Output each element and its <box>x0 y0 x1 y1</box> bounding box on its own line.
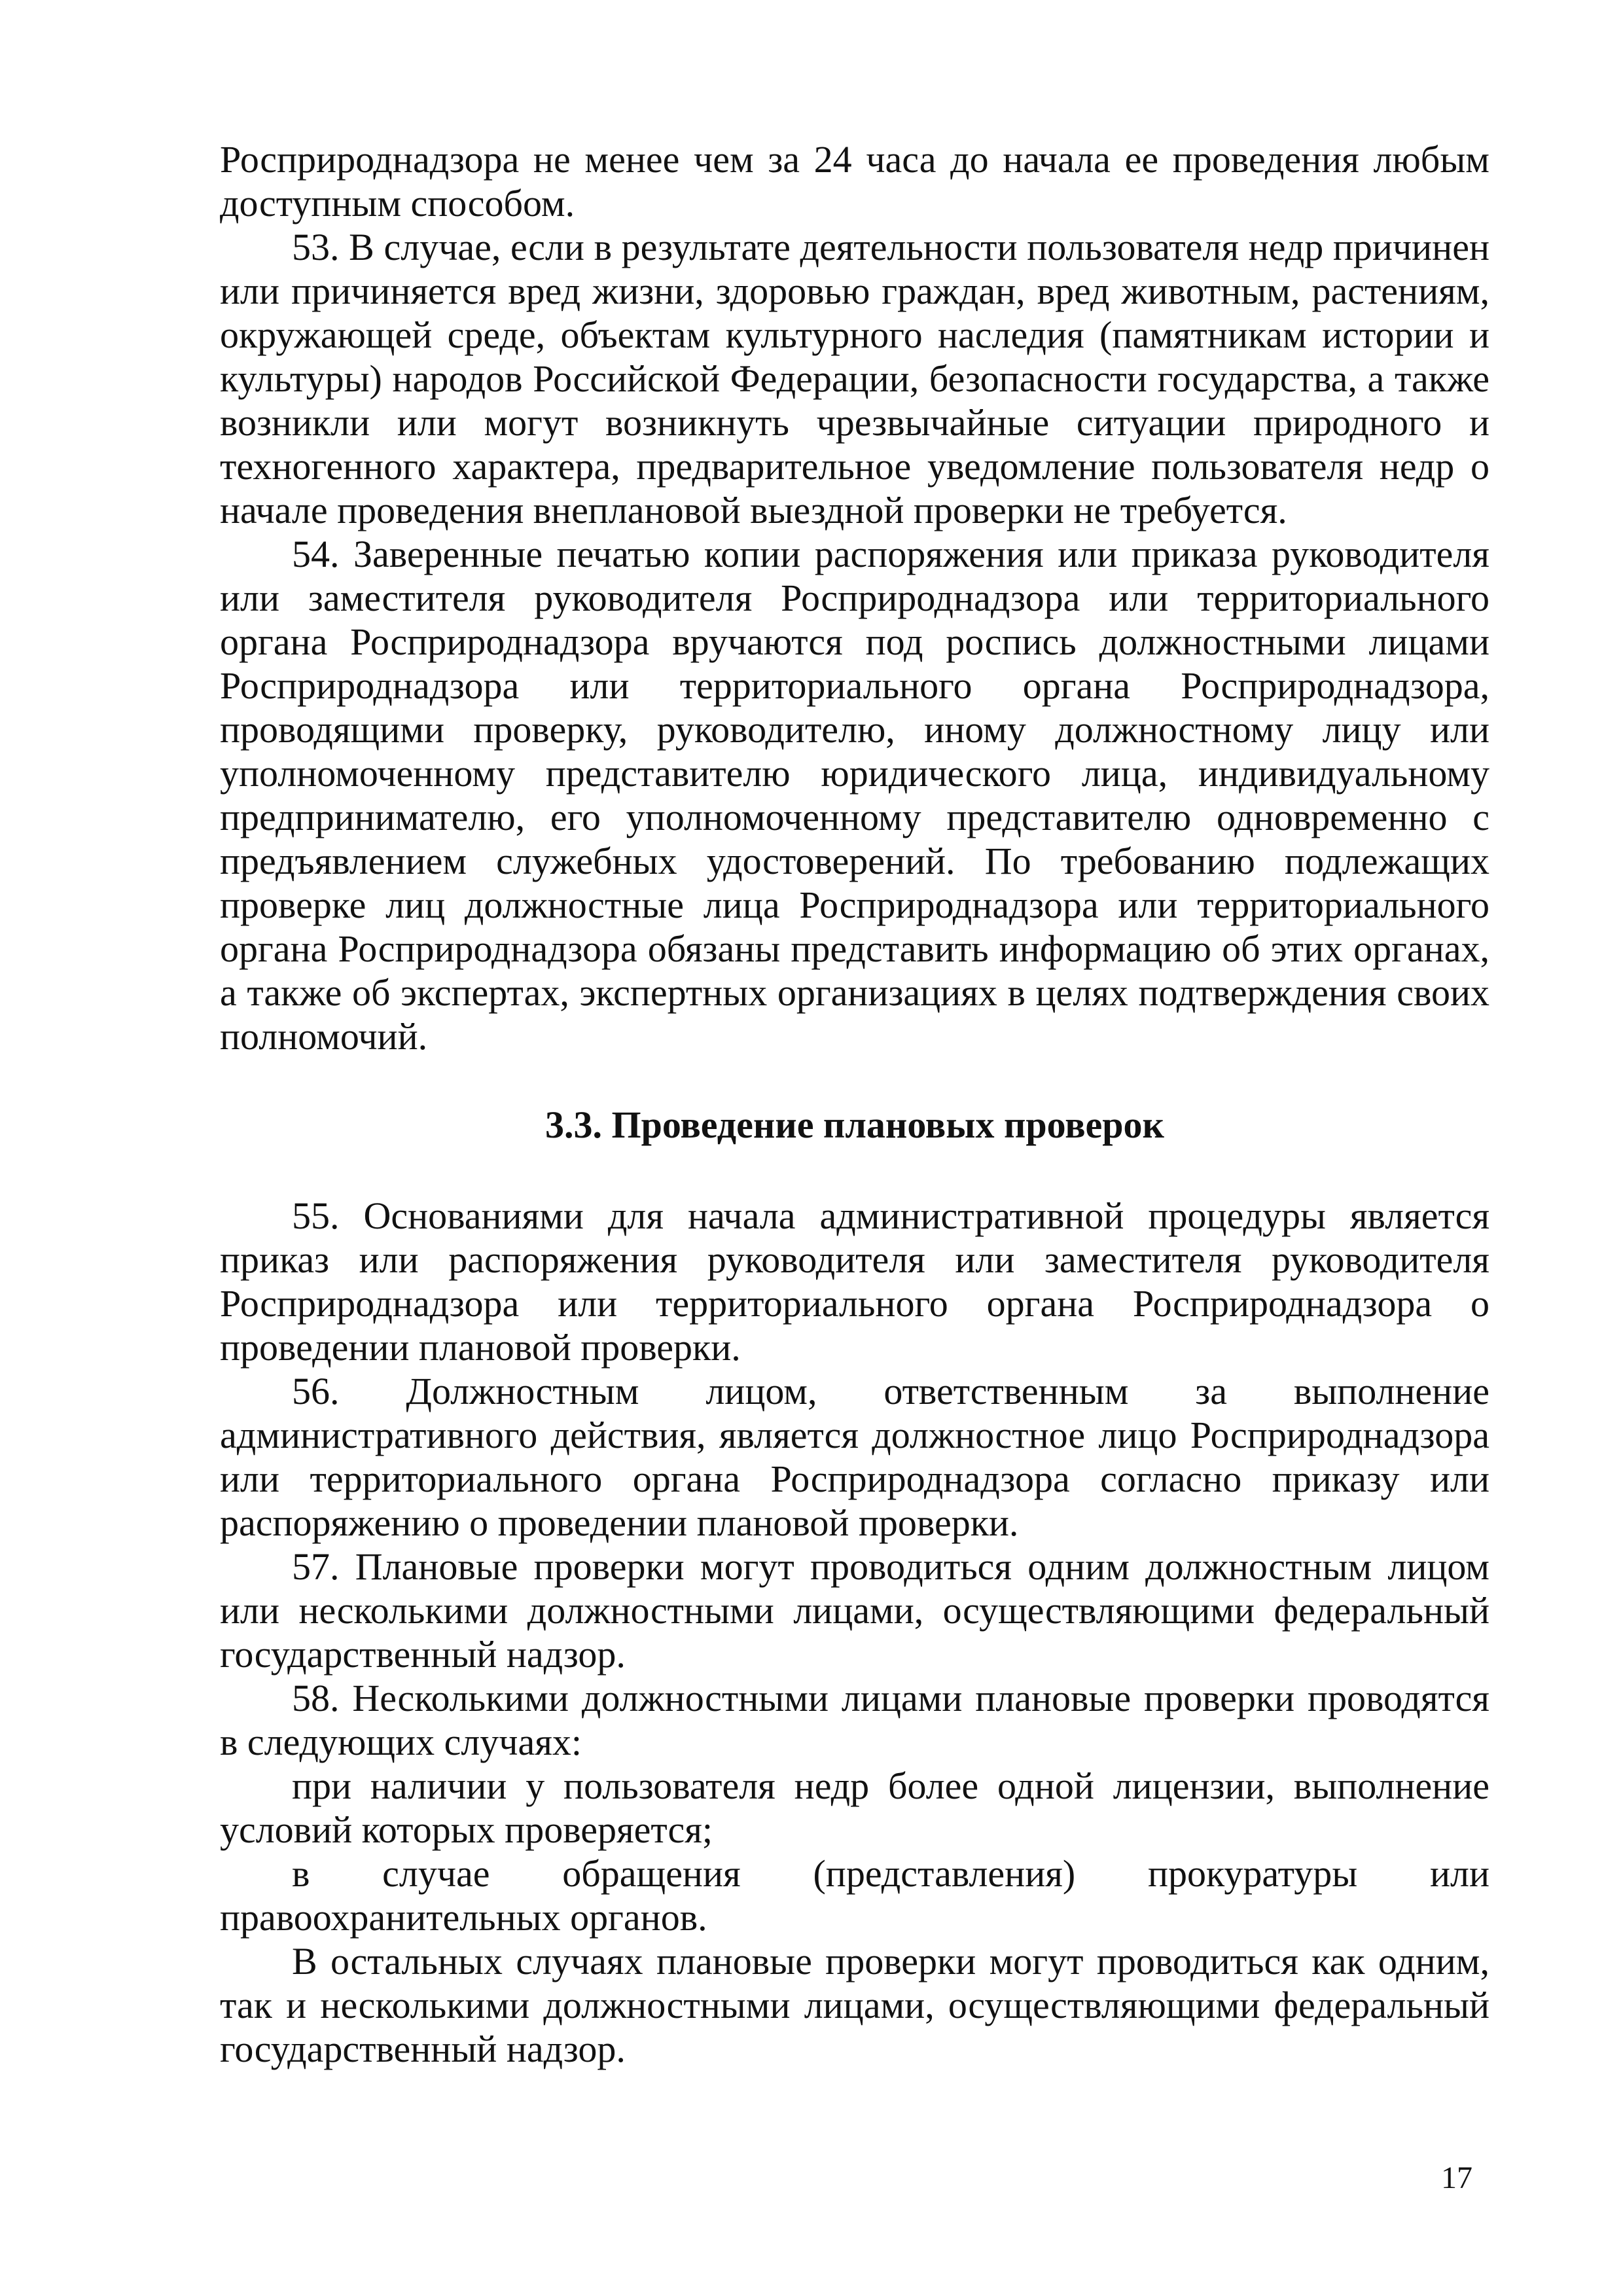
document-page <box>220 137 1489 2071</box>
paragraphs-after-heading <box>220 1194 1489 2071</box>
paragraph-58-case-prosecution: в случае обращения (представления) прокуратуры или правоохранительных органов. <box>220 1852 1489 1939</box>
paragraphs-before-heading <box>220 137 1489 1058</box>
paragraph-continuation: Росприроднадзора не менее чем за 24 часа до начала ее проведения любым доступным способом. <box>220 138 1489 224</box>
paragraph-58: 58. Несколькими должностными лицами плановые проверки проводятся в следующих случаях: <box>220 1677 1489 1763</box>
paragraph-57: 57. Плановые проверки могут проводиться одним должностным лицом или несколькими должностными лицами, осуществляющими федеральный государственный надзор. <box>220 1545 1489 1676</box>
paragraph-53: 53. В случае, если в результате деятельности пользователя недр причинен или причиняется вред жизни, здоровью граждан, вред животным, растениям, окружающей среде, объектам культурного наследия (памятникам истории и культуры) народов Российской Федерации, безопасности государства, а также возникли или могут возникнуть чрезвычайные ситуации природного и техногенного характера, предварительное уведомление пользователя недр о начале проведения внеплановой выездной проверки не требуется. <box>220 226 1489 531</box>
paragraph-56: 56. Должностным лицом, ответственным за выполнение административного действия, является должностное лицо Росприроднадзора или территориального органа Росприроднадзора согласно приказу или распоряжению о проведении плановой проверки. <box>220 1370 1489 1544</box>
paragraph-55: 55. Основаниями для начала административной процедуры является приказ или распоряжения руководителя или заместителя руководителя Росприроднадзора или территориального органа Росприроднадзора о проведении плановой проверки. <box>220 1194 1489 1369</box>
paragraph-54: 54. Заверенные печатью копии распоряжения или приказа руководителя или заместителя руководителя Росприроднадзора или территориального органа Росприроднадзора вручаются под роспись должностными лицами Росприроднадзора или территориального органа Росприроднадзора, проводящими проверку, руководителю, иному должностному лицу или уполномоченному представителю юридического лица, индивидуальному предпринимателю, его уполномоченному представителю одновременно с предъявлением служебных удостоверений. По требованию подлежащих проверке лиц должностные лица Росприроднадзора или территориального органа Росприроднадзора обязаны представить информацию об этих органах, а также об экспертах, экспертных организациях в целях подтверждения своих полномочий. <box>220 533 1489 1058</box>
paragraph-58-case-licenses: при наличии у пользователя недр более одной лицензии, выполнение условий которых проверяется; <box>220 1765 1489 1851</box>
paragraph-other-cases: В остальных случаях плановые проверки могут проводиться как одним, так и несколькими должностными лицами, осуществляющими федеральный государственный надзор. <box>220 1940 1489 2070</box>
page-number: 17 <box>1441 2161 1472 2195</box>
section-heading: 3.3. Проведение плановых проверок <box>545 1103 1164 1146</box>
